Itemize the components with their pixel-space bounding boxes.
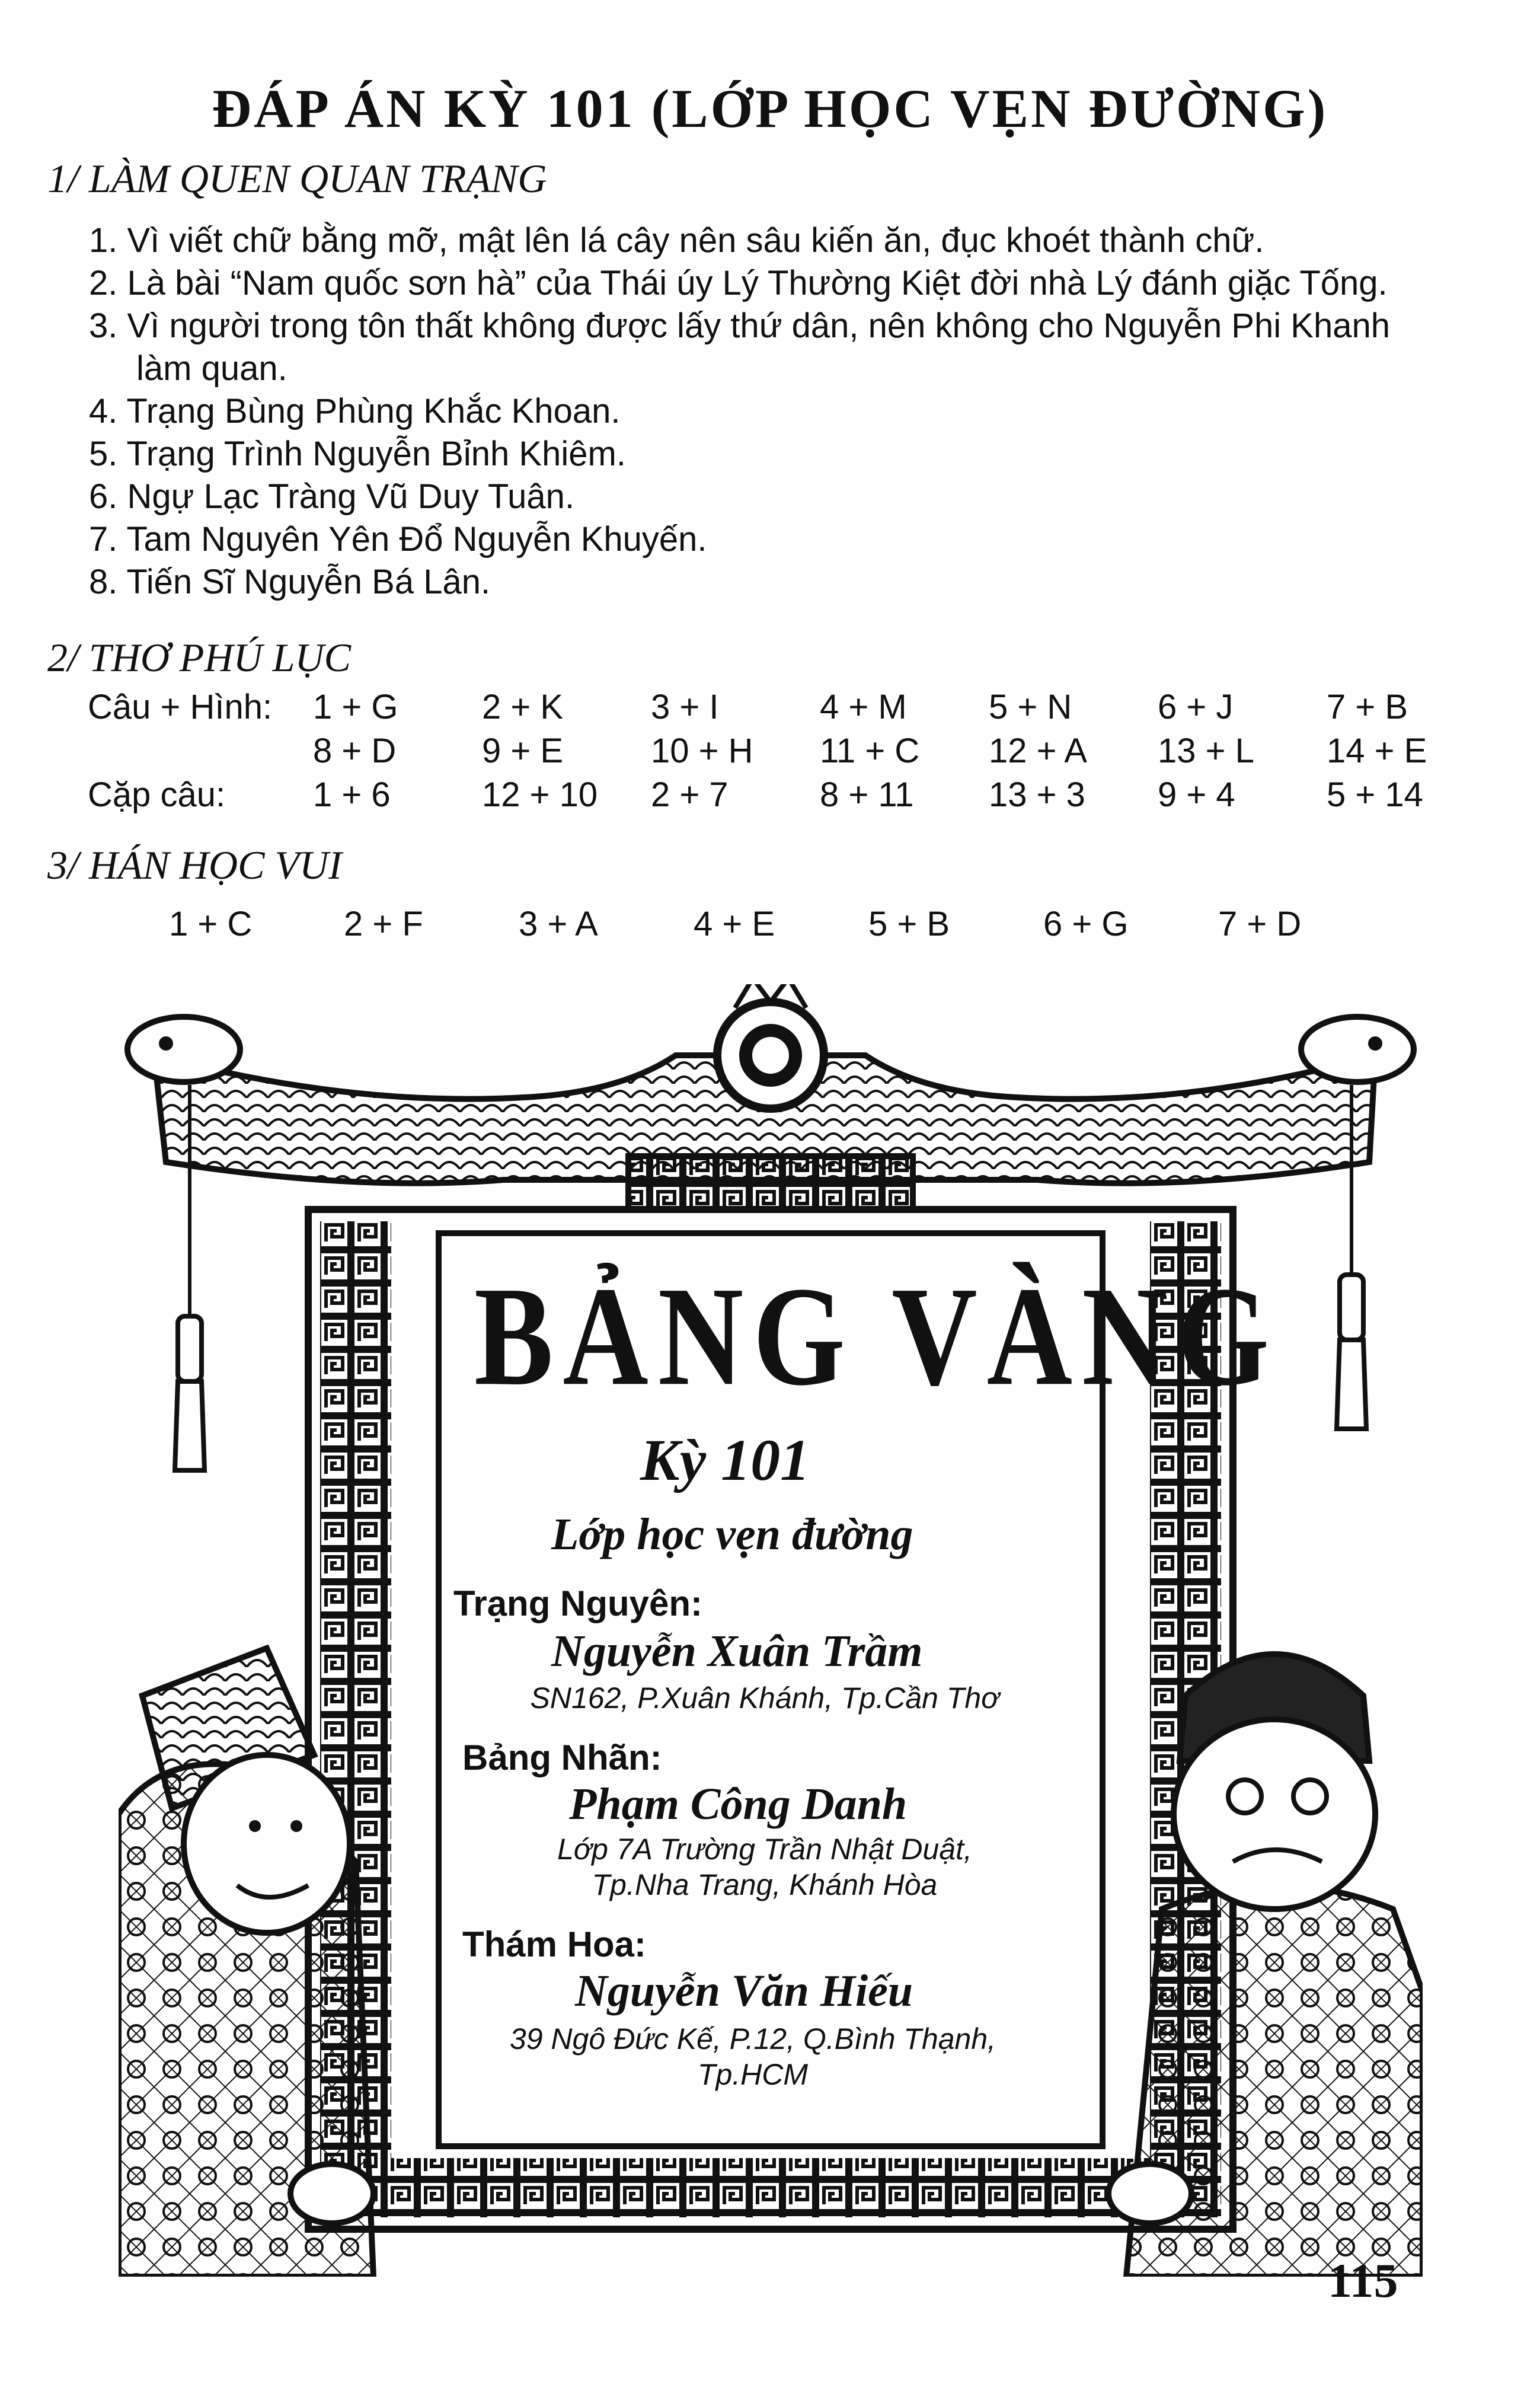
table-cell: 8 + 11 — [820, 775, 914, 814]
page-title: ĐÁP ÁN KỲ 101 (LỚP HỌC VẸN ĐƯỜNG) — [212, 78, 1328, 139]
winner-rank: Trạng Nguyên: — [453, 1584, 703, 1623]
table-cell: 6 + J — [1158, 687, 1234, 726]
winner-address: SN162, P.Xuân Khánh, Tp.Cần Thơ — [530, 1681, 999, 1715]
table-row — [88, 685, 1496, 729]
winner-rank: Bảng Nhãn: — [462, 1738, 662, 1777]
answer-pair: 5 + B — [868, 905, 950, 943]
winner-name: Nguyễn Văn Hiếu — [575, 1966, 913, 2016]
section-3-heading: 3/ HÁN HỌC VUI — [47, 842, 342, 888]
table-cell: 2 + 7 — [651, 775, 729, 814]
page-number: 115 — [1328, 2254, 1398, 2307]
answer-pair: 3 + A — [519, 905, 598, 943]
board-subtitle: Lớp học vẹn đường — [551, 1509, 913, 1559]
winner-address: 39 Ngô Đức Kế, P.12, Q.Bình Thạnh, — [509, 2022, 996, 2056]
table-cell: 1 + G — [313, 687, 398, 726]
answer-item: 7. Tam Nguyên Yên Đổ Nguyễn Khuyến. — [89, 520, 707, 558]
board-issue: Kỳ 101 — [640, 1427, 810, 1493]
table-cell: 9 + 4 — [1158, 775, 1235, 814]
answer-pair: 1 + C — [169, 905, 253, 943]
winner-address: Tp.HCM — [697, 2058, 809, 2091]
table-cell: 7 + B — [1327, 687, 1408, 726]
answer-item: 4. Trạng Bùng Phùng Khắc Khoan. — [89, 392, 621, 430]
table-cell: 5 + 14 — [1327, 775, 1423, 814]
row-label: Câu + Hình: — [88, 687, 273, 726]
table-row — [88, 729, 1496, 773]
table-cell: 2 + K — [482, 687, 564, 726]
row-label — [88, 729, 313, 773]
winner-name: Nguyễn Xuân Trầm — [551, 1626, 923, 1676]
table-cell: 5 + N — [989, 687, 1072, 726]
answer-pair: 4 + E — [694, 905, 775, 943]
answer-item: 6. Ngự Lạc Tràng Vũ Duy Tuân. — [89, 477, 575, 516]
han-hoc-answers — [169, 904, 1393, 944]
answer-item: 2. Là bài “Nam quốc sơn hà” của Thái úy Lý Thường Kiệt đời nhà Lý đánh giặc Tống. — [89, 264, 1388, 302]
answer-pair: 2 + F — [344, 905, 423, 943]
winner-address: Tp.Nha Trang, Khánh Hòa — [592, 1868, 938, 1901]
winner-address: Lớp 7A Trường Trần Nhật Duật, — [557, 1833, 972, 1866]
section-1-heading: 1/ LÀM QUEN QUAN TRẠNG — [47, 156, 547, 201]
table-row — [88, 773, 1496, 816]
board-title: BẢNG VÀNG — [474, 1257, 1279, 1416]
table-cell: 11 + C — [820, 731, 920, 770]
answer-item: 8. Tiến Sĩ Nguyễn Bá Lân. — [89, 563, 491, 601]
answer-item: 5. Trạng Trình Nguyễn Bỉnh Khiêm. — [89, 435, 626, 473]
answer-item: 1. Vì viết chữ bằng mỡ, mật lên lá cây nên sâu kiến ăn, đục khoét thành chữ. — [89, 221, 1264, 260]
answer-pair: 6 + G — [1043, 905, 1129, 943]
section-1-answers — [89, 219, 1452, 604]
table-cell: 13 + 3 — [989, 775, 1085, 814]
table-cell: 10 + H — [651, 731, 753, 770]
table-cell: 1 + 6 — [313, 775, 391, 814]
table-cell: 12 + A — [989, 731, 1088, 770]
answer-pair: 7 + D — [1218, 905, 1302, 943]
answer-item: 3. Vì người trong tôn thất không được lấy thứ dân, nên không cho Nguyễn Phi Khanh làm quan. — [89, 307, 1390, 388]
table-cell: 13 + L — [1158, 731, 1254, 770]
section-2-heading: 2/ THƠ PHÚ LỤC — [47, 635, 351, 680]
table-cell: 14 + E — [1327, 731, 1427, 770]
table-cell: 12 + 10 — [482, 775, 598, 814]
table-cell: 8 + D — [313, 731, 397, 770]
table-cell: 3 + I — [651, 687, 719, 726]
table-cell: 4 + M — [820, 687, 907, 726]
table-cell: 9 + E — [482, 731, 564, 770]
winner-rank: Thám Hoa: — [462, 1924, 647, 1964]
winner-name: Phạm Công Danh — [569, 1779, 908, 1829]
row-label: Cặp câu: — [88, 775, 226, 814]
poetry-answer-table — [88, 685, 1496, 816]
